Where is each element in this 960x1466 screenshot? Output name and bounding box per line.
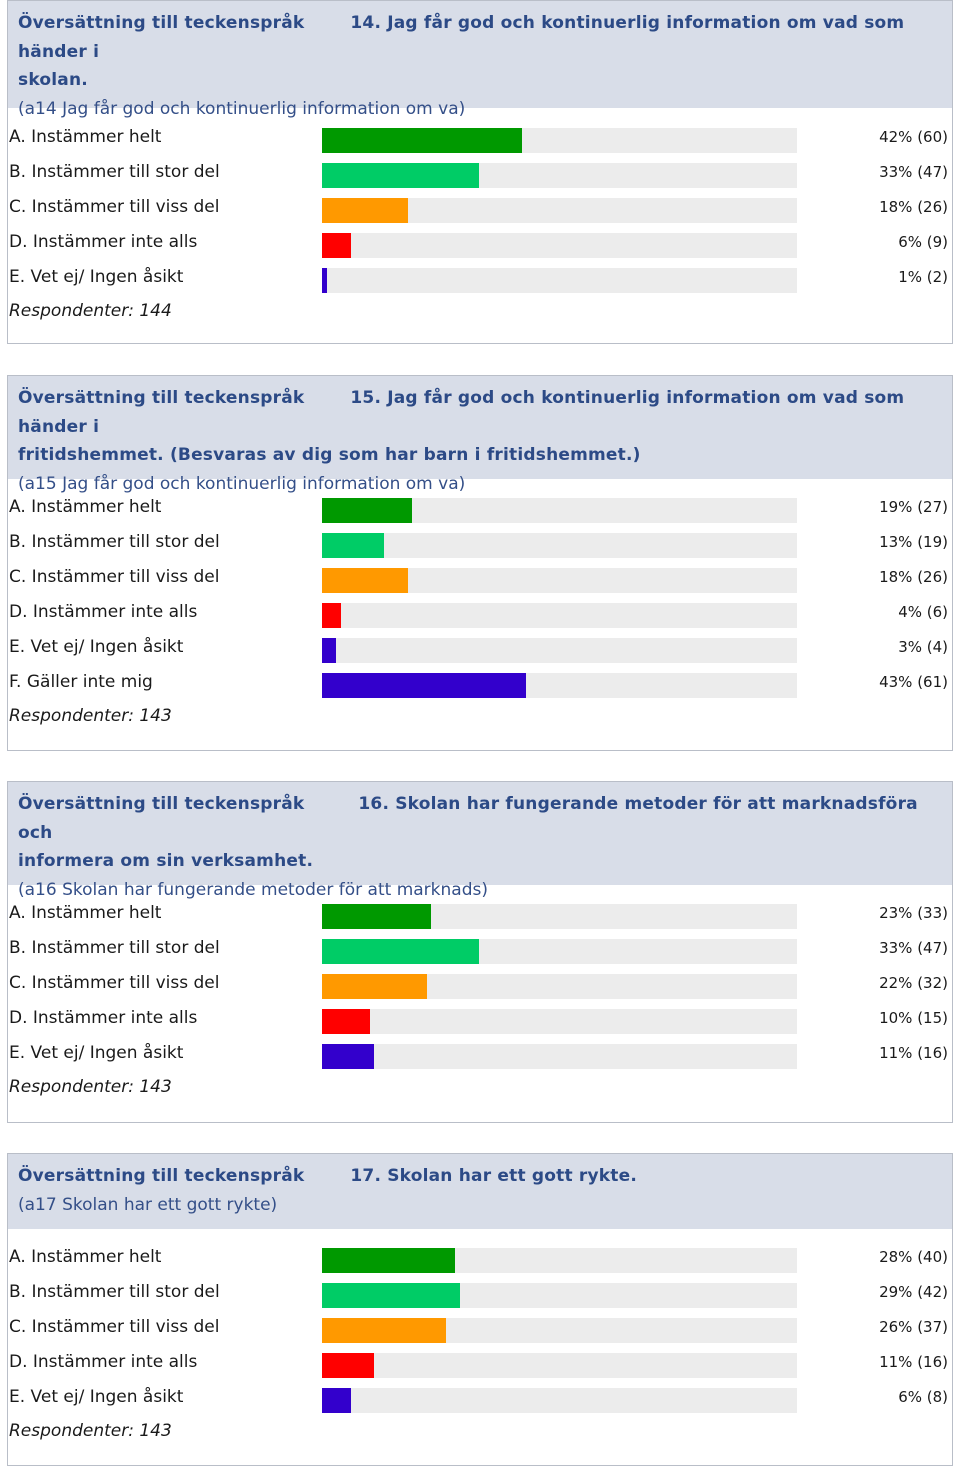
data-label: 33% (47) xyxy=(879,163,948,181)
answer-row xyxy=(8,898,952,933)
data-label: 26% (37) xyxy=(879,1318,948,1336)
data-label: 42% (60) xyxy=(879,128,948,146)
question-code: (a16 Skolan har fungerande metoder för att marknads) xyxy=(18,879,488,900)
answer-label: E. Vet ej/ Ingen åsikt xyxy=(9,1043,184,1063)
question-panel-14 xyxy=(7,0,953,344)
translation-link[interactable]: Översättning till teckenspråk xyxy=(18,794,305,814)
data-label: 6% (8) xyxy=(898,1388,948,1406)
panel-header xyxy=(8,1154,952,1229)
bar-track xyxy=(322,904,797,929)
question-text: 14. Jag får god och kontinuerlig information om vad som händer i xyxy=(18,13,905,62)
data-label: 23% (33) xyxy=(879,904,948,922)
respondents-count: Respondenter: 144 xyxy=(9,301,172,321)
answer-row xyxy=(8,933,952,968)
data-label: 4% (6) xyxy=(898,603,948,621)
bar xyxy=(322,939,479,964)
question-panel-17 xyxy=(7,1153,953,1466)
bar-track xyxy=(322,1353,797,1378)
data-label: 6% (9) xyxy=(898,233,948,251)
data-label: 18% (26) xyxy=(879,198,948,216)
bar xyxy=(322,904,431,929)
data-label: 1% (2) xyxy=(898,268,948,286)
data-label: 13% (19) xyxy=(879,533,948,551)
answer-rows xyxy=(8,479,952,749)
data-label: 33% (47) xyxy=(879,939,948,957)
answer-row xyxy=(8,1242,952,1277)
bar-track xyxy=(322,638,797,663)
question-title xyxy=(18,384,942,441)
bar-track xyxy=(322,1044,797,1069)
bar xyxy=(322,1353,374,1378)
answer-row xyxy=(8,527,952,562)
bar xyxy=(322,1318,446,1343)
translation-link[interactable]: Översättning till teckenspråk xyxy=(18,1166,305,1186)
question-title xyxy=(18,1162,942,1191)
respondents-count: Respondenter: 143 xyxy=(9,706,172,726)
question-panel-15 xyxy=(7,375,953,751)
question-text: 16. Skolan har fungerande metoder för att marknadsföra och xyxy=(18,794,918,843)
panel-header xyxy=(8,376,952,494)
data-label: 28% (40) xyxy=(879,1248,948,1266)
answer-label: E. Vet ej/ Ingen åsikt xyxy=(9,267,184,287)
answer-label: A. Instämmer helt xyxy=(9,497,162,517)
answer-label: D. Instämmer inte alls xyxy=(9,602,198,622)
data-label: 11% (16) xyxy=(879,1353,948,1371)
bar-track xyxy=(322,163,797,188)
answer-row xyxy=(8,597,952,632)
answer-rows xyxy=(8,1229,952,1464)
bar-track xyxy=(322,533,797,558)
answer-row xyxy=(8,492,952,527)
answer-row xyxy=(8,1038,952,1073)
answer-label: D. Instämmer inte alls xyxy=(9,232,198,252)
data-label: 11% (16) xyxy=(879,1044,948,1062)
bar xyxy=(322,128,522,153)
bar-track xyxy=(322,198,797,223)
answer-row xyxy=(8,1277,952,1312)
answer-row xyxy=(8,262,952,297)
bar-track xyxy=(322,1283,797,1308)
bar xyxy=(322,233,351,258)
answer-rows xyxy=(8,108,952,343)
answer-label: B. Instämmer till stor del xyxy=(9,938,220,958)
answer-row xyxy=(8,1382,952,1417)
data-label: 3% (4) xyxy=(898,638,948,656)
answer-label: A. Instämmer helt xyxy=(9,1247,162,1267)
answer-label: A. Instämmer helt xyxy=(9,903,162,923)
bar-track xyxy=(322,974,797,999)
answer-label: F. Gäller inte mig xyxy=(9,672,153,692)
data-label: 29% (42) xyxy=(879,1283,948,1301)
bar xyxy=(322,1009,370,1034)
answer-label: B. Instämmer till stor del xyxy=(9,532,220,552)
respondents-count: Respondenter: 143 xyxy=(9,1077,172,1097)
bar-track xyxy=(322,673,797,698)
answer-label: D. Instämmer inte alls xyxy=(9,1008,198,1028)
answer-row xyxy=(8,667,952,702)
data-label: 22% (32) xyxy=(879,974,948,992)
panel-header xyxy=(8,1,952,119)
bar-track xyxy=(322,128,797,153)
answer-label: C. Instämmer till viss del xyxy=(9,1317,220,1337)
bar-track xyxy=(322,268,797,293)
answer-label: C. Instämmer till viss del xyxy=(9,197,220,217)
data-label: 10% (15) xyxy=(879,1009,948,1027)
question-code: (a17 Skolan har ett gott rykte) xyxy=(18,1194,278,1215)
answer-label: C. Instämmer till viss del xyxy=(9,973,220,993)
bar-track xyxy=(322,1318,797,1343)
answer-rows xyxy=(8,885,952,1120)
question-code: (a14 Jag får god och kontinuerlig information om va) xyxy=(18,98,466,119)
data-label: 43% (61) xyxy=(879,673,948,691)
answer-row xyxy=(8,227,952,262)
bar xyxy=(322,974,427,999)
respondents-count: Respondenter: 143 xyxy=(9,1421,172,1441)
answer-row xyxy=(8,968,952,1003)
answer-row xyxy=(8,192,952,227)
bar xyxy=(322,498,412,523)
question-code: (a15 Jag får god och kontinuerlig information om va) xyxy=(18,473,466,494)
bar xyxy=(322,673,526,698)
translation-link[interactable]: Översättning till teckenspråk xyxy=(18,388,305,408)
panel-header xyxy=(8,782,952,900)
bar xyxy=(322,568,408,593)
bar xyxy=(322,533,384,558)
bar xyxy=(322,1248,455,1273)
data-label: 19% (27) xyxy=(879,498,948,516)
bar-track xyxy=(322,939,797,964)
answer-label: E. Vet ej/ Ingen åsikt xyxy=(9,1387,184,1407)
answer-row xyxy=(8,1347,952,1382)
answer-label: B. Instämmer till stor del xyxy=(9,1282,220,1302)
bar-track xyxy=(322,1009,797,1034)
question-title xyxy=(18,9,942,66)
answer-row xyxy=(8,157,952,192)
question-text: 15. Jag får god och kontinuerlig information om vad som händer i xyxy=(18,388,905,437)
question-text-continued: informera om sin verksamhet. xyxy=(18,851,314,871)
bar-track xyxy=(322,603,797,628)
answer-label: B. Instämmer till stor del xyxy=(9,162,220,182)
bar xyxy=(322,603,341,628)
bar xyxy=(322,1283,460,1308)
bar-track xyxy=(322,1248,797,1273)
question-text-continued: fritidshemmet. (Besvaras av dig som har barn i fritidshemmet.) xyxy=(18,445,641,465)
bar-track xyxy=(322,233,797,258)
answer-label: E. Vet ej/ Ingen åsikt xyxy=(9,637,184,657)
data-label: 18% (26) xyxy=(879,568,948,586)
question-text: 17. Skolan har ett gott rykte. xyxy=(350,1166,638,1186)
bar xyxy=(322,163,479,188)
question-title xyxy=(18,790,942,847)
bar xyxy=(322,198,408,223)
bar xyxy=(322,268,327,293)
bar xyxy=(322,1388,351,1413)
answer-row xyxy=(8,122,952,157)
answer-row xyxy=(8,1003,952,1038)
bar-track xyxy=(322,568,797,593)
question-text-continued: skolan. xyxy=(18,70,88,90)
translation-link[interactable]: Översättning till teckenspråk xyxy=(18,13,305,33)
answer-label: A. Instämmer helt xyxy=(9,127,162,147)
question-panel-16 xyxy=(7,781,953,1123)
bar xyxy=(322,638,336,663)
answer-label: D. Instämmer inte alls xyxy=(9,1352,198,1372)
answer-label: C. Instämmer till viss del xyxy=(9,567,220,587)
bar-track xyxy=(322,498,797,523)
bar xyxy=(322,1044,374,1069)
answer-row xyxy=(8,632,952,667)
bar-track xyxy=(322,1388,797,1413)
answer-row xyxy=(8,1312,952,1347)
answer-row xyxy=(8,562,952,597)
